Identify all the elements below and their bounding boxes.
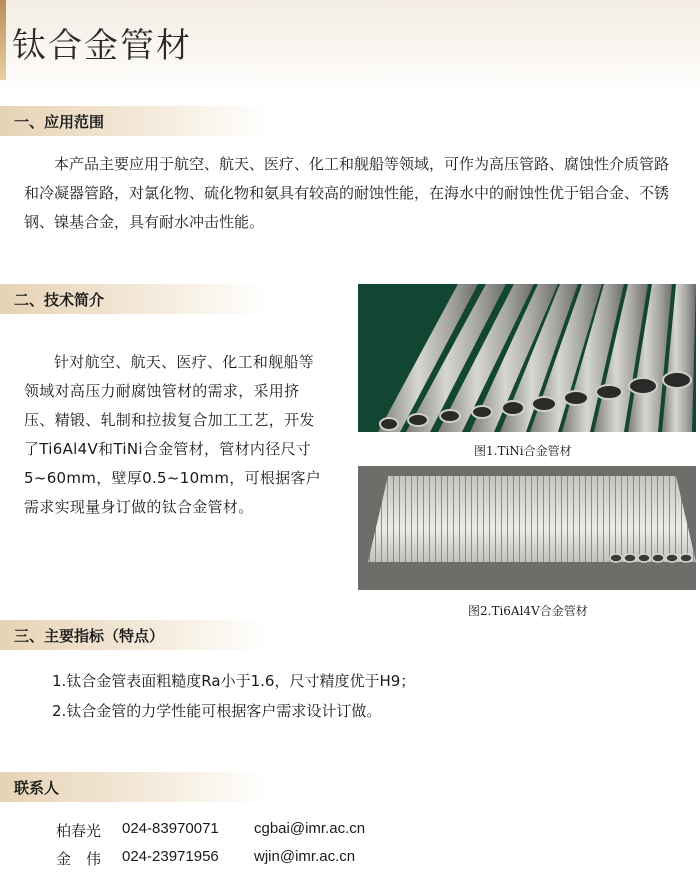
section-heading-label: 一、应用范围: [14, 112, 105, 131]
contact-name: 柏春光: [56, 822, 102, 840]
section-heading-specs: [0, 620, 270, 650]
ti6al4v-tubes-illustration: [358, 466, 696, 590]
spec-item: 2.钛合金管的力学性能可根据客户需求设计订做。: [52, 702, 382, 720]
section-heading-tech: [0, 284, 270, 314]
section-heading-label: 二、技术简介: [14, 290, 105, 309]
tech-paragraph: 针对航空、航天、医疗、化工和舰船等领域对高压力耐腐蚀管材的需求，采用挤压、精锻、轧制和拉拔复合加工工艺，开发了Ti6Al4V和TiNi合金管材，管材内径尺寸5~60mm，壁厚0.5~10mm，可根据客户需求实现量身订做的钛合金管材。: [24, 353, 322, 516]
figure1-caption: 图1.TiNi合金管材: [474, 444, 572, 458]
spec-item: 1.钛合金管表面粗糙度Ra小于1.6，尺寸精度优于H9；: [52, 672, 416, 690]
tini-tube-photo: [358, 284, 696, 432]
contact-email: cgbai@imr.ac.cn: [254, 820, 366, 837]
contact-email: wjin@imr.ac.cn: [254, 848, 356, 865]
section-heading-application: [0, 106, 270, 136]
contact-phone: 024-83970071: [122, 820, 219, 837]
ti6al4v-tube-photo: [358, 466, 696, 590]
section-heading-label: 联系人: [14, 778, 60, 797]
section-heading-label: 三、主要指标（特点）: [14, 626, 165, 645]
application-paragraph: 本产品主要应用于航空、航天、医疗、化工和舰船等领域，可作为高压管路、腐蚀性介质管路和冷凝器管路，对氯化物、硫化物和氨具有较高的耐蚀性能，在海水中的耐蚀性优于铝合金、不锈钢、镍基合金，具有耐水冲击性能。: [24, 155, 670, 231]
figure2-caption: 图2.Ti6Al4V合金管材: [468, 604, 588, 618]
contact-row: [56, 848, 355, 869]
section-heading-contacts: [0, 772, 270, 802]
contact-row: [56, 820, 365, 841]
contact-name: 金 伟: [56, 850, 102, 868]
accent-bar: [0, 0, 6, 80]
tini-tubes-illustration: [358, 284, 696, 432]
contact-phone: 024-23971956: [122, 848, 219, 865]
page-title: 钛合金管材: [12, 26, 192, 66]
